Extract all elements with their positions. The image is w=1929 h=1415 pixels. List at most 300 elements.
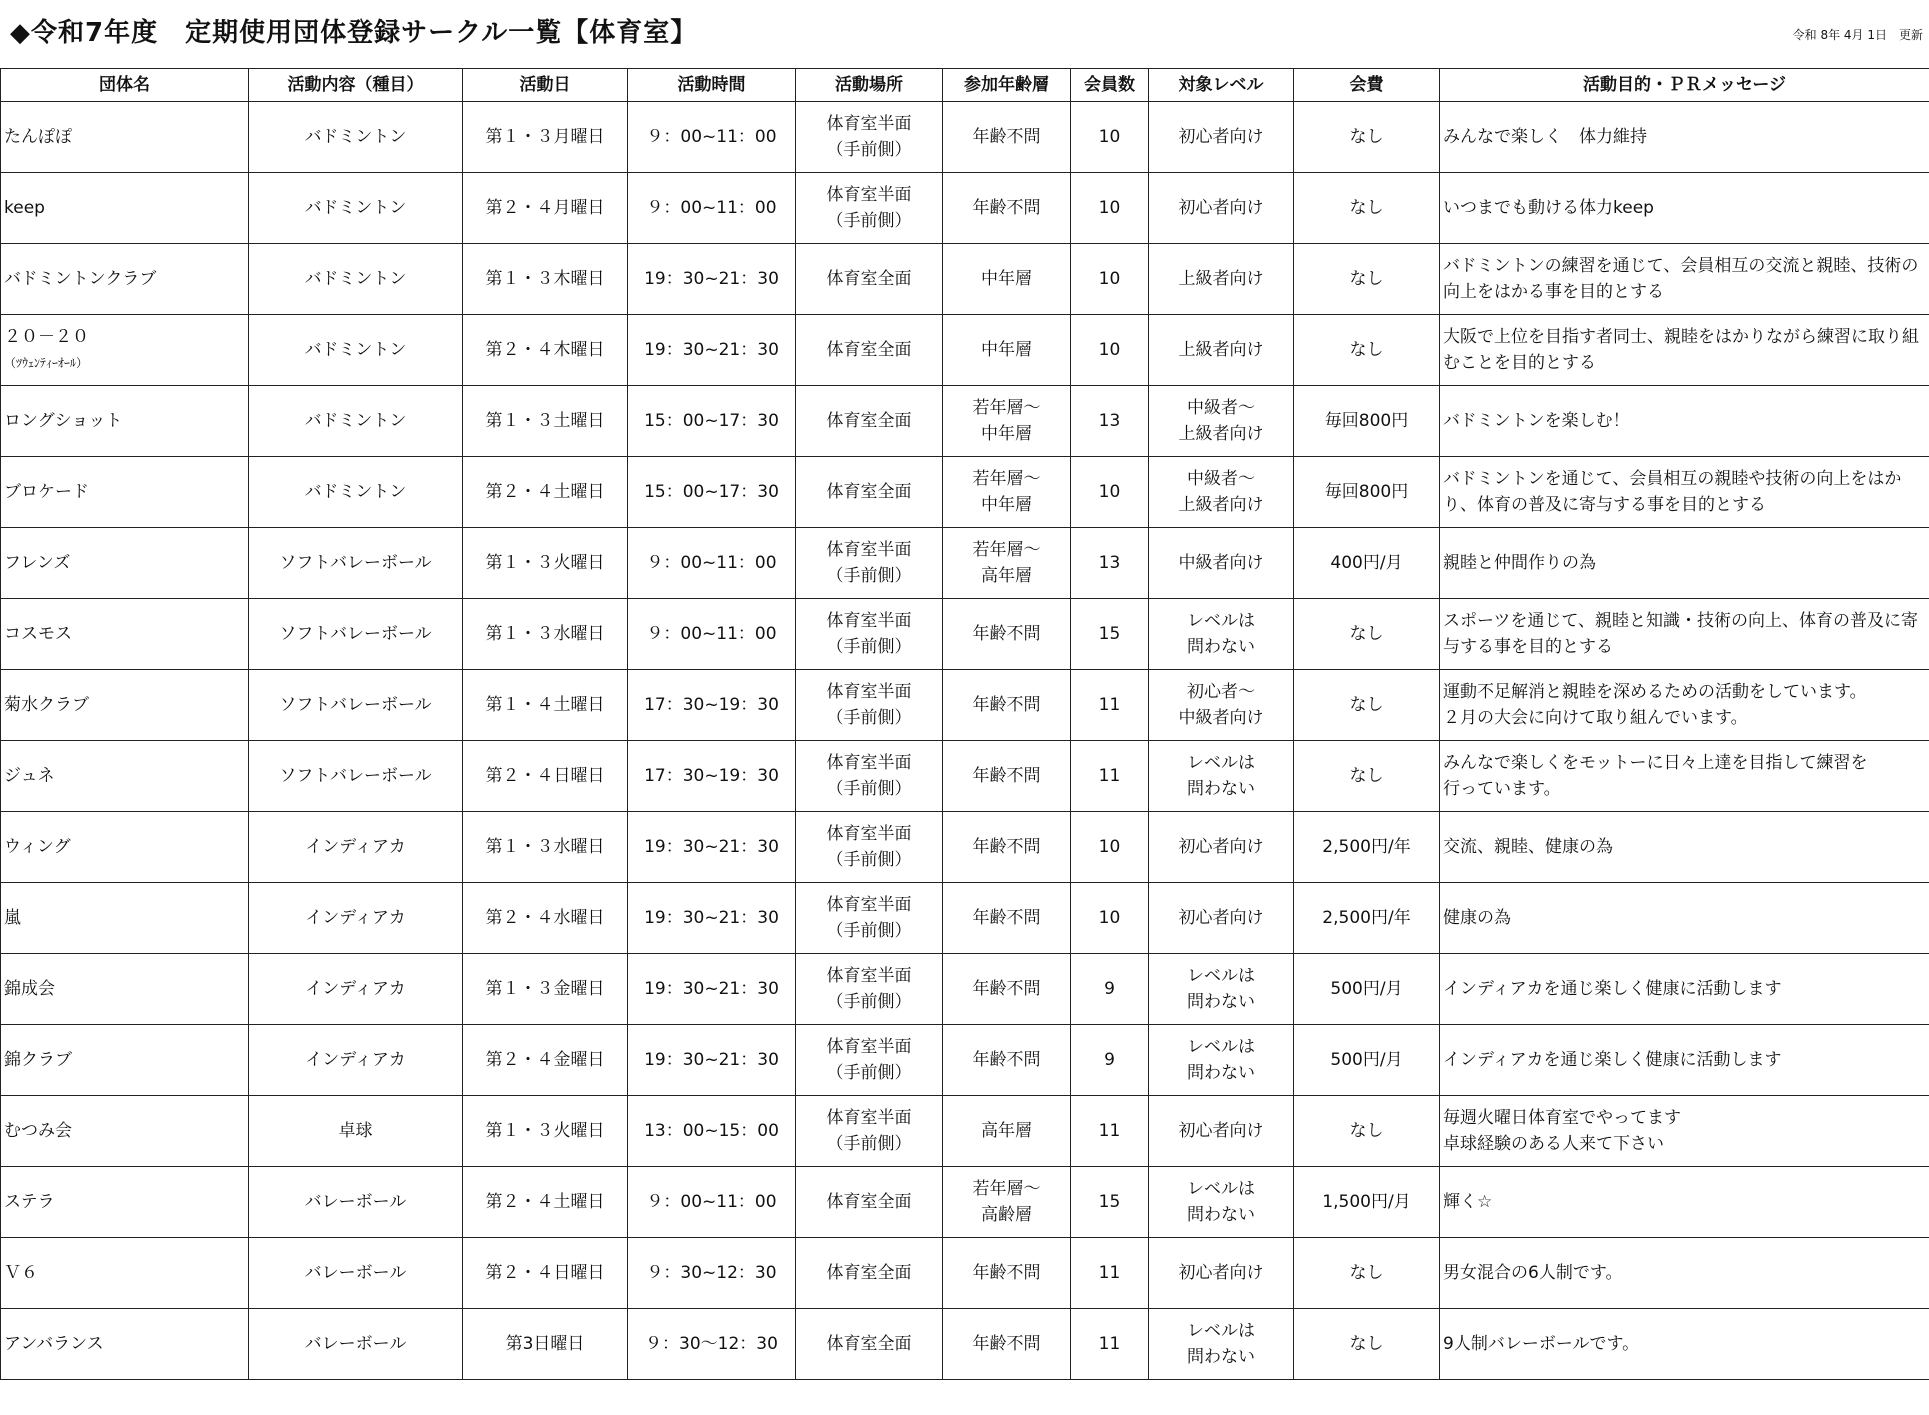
col-name-header: 団体名 (1, 69, 249, 102)
col-place-text: 体育室半面 （手前側） (826, 611, 912, 657)
col-event-text: バレーボール (304, 1192, 407, 1212)
col-name-cell (1, 599, 249, 670)
header-row (1, 69, 1929, 102)
col-event-cell (249, 812, 463, 883)
group-name: 錦成会 (4, 979, 55, 999)
col-members-cell (1071, 1309, 1149, 1380)
col-pr-text: 運動不足解消と親睦を深めるための活動をしています。 ２月の大会に向けて取り組んでいます。 (1443, 682, 1867, 728)
col-time-cell (628, 386, 796, 457)
col-fee-text: なし (1349, 269, 1384, 289)
col-name-cell (1, 244, 249, 315)
col-members-text: 10 (1098, 269, 1121, 289)
col-name-cell (1, 386, 249, 457)
table-body (1, 102, 1929, 1380)
col-name-cell (1, 954, 249, 1025)
col-time-text: ９：00~11：00 (646, 198, 777, 218)
col-members-text: 15 (1098, 624, 1121, 644)
table-row (1, 883, 1929, 954)
col-fee-cell (1294, 1096, 1440, 1167)
col-pr-cell (1440, 1309, 1929, 1380)
col-pr-cell (1440, 1096, 1929, 1167)
col-place-cell (796, 670, 943, 741)
col-fee-text: 500円/月 (1330, 1050, 1403, 1070)
col-level-cell (1149, 954, 1294, 1025)
group-name: ウィング (4, 837, 71, 857)
col-level-text: 初心者向け (1178, 908, 1264, 928)
col-members-cell (1071, 315, 1149, 386)
col-day-text: 第２・４月曜日 (485, 198, 605, 218)
col-pr-cell (1440, 1238, 1929, 1309)
col-day-text: 第１・４土曜日 (485, 695, 605, 715)
table-row (1, 173, 1929, 244)
col-day-cell (463, 244, 628, 315)
col-event-cell (249, 315, 463, 386)
col-time-cell (628, 1167, 796, 1238)
col-age-cell (943, 812, 1071, 883)
table-row (1, 1238, 1929, 1309)
col-members-cell (1071, 741, 1149, 812)
col-time-cell (628, 1096, 796, 1167)
col-pr-cell (1440, 741, 1929, 812)
col-day-text: 第１・３火曜日 (485, 553, 605, 573)
page-title: ◆令和7年度 定期使用団体登録サークル一覧【体育室】 (10, 18, 698, 48)
col-time-cell (628, 102, 796, 173)
col-event-cell (249, 954, 463, 1025)
col-fee-text: 2,500円/年 (1322, 908, 1411, 928)
col-level-header: 対象レベル (1149, 69, 1294, 102)
col-event-cell (249, 386, 463, 457)
col-pr-cell (1440, 954, 1929, 1025)
col-day-text: 第3日曜日 (505, 1334, 585, 1354)
col-age-cell (943, 457, 1071, 528)
table-row (1, 812, 1929, 883)
col-fee-cell (1294, 102, 1440, 173)
col-age-text: 若年層～ 高年層 (972, 540, 1041, 586)
col-members-text: 11 (1098, 695, 1121, 715)
col-level-cell (1149, 1096, 1294, 1167)
col-event-cell (249, 244, 463, 315)
col-time-header: 活動時間 (628, 69, 796, 102)
col-day-header: 活動日 (463, 69, 628, 102)
col-event-cell (249, 173, 463, 244)
col-pr-cell (1440, 1025, 1929, 1096)
col-members-text: 9 (1104, 979, 1115, 999)
col-event-cell (249, 1167, 463, 1238)
col-pr-text: みんなで楽しくをモットーに日々上達を目指して練習を 行っています。 (1443, 753, 1868, 799)
col-pr-text: 大阪で上位を目指す者同士、親睦をはかりながら練習に取り組むことを目的とする (1443, 327, 1919, 373)
col-place-cell (796, 1096, 943, 1167)
table-row (1, 244, 1929, 315)
col-pr-cell (1440, 315, 1929, 386)
col-place-cell (796, 954, 943, 1025)
col-name-cell (1, 102, 249, 173)
col-pr-cell (1440, 386, 1929, 457)
col-age-cell (943, 599, 1071, 670)
col-day-cell (463, 812, 628, 883)
col-day-cell (463, 741, 628, 812)
col-time-text: 19：30~21：30 (644, 837, 779, 857)
col-day-cell (463, 386, 628, 457)
table-row (1, 741, 1929, 812)
col-level-text: 初心者～ 中級者向け (1178, 682, 1264, 728)
col-age-cell (943, 1025, 1071, 1096)
col-day-cell (463, 954, 628, 1025)
col-age-cell (943, 315, 1071, 386)
col-place-cell (796, 1167, 943, 1238)
col-pr-text: バドミントンを通じて、会員相互の親睦や技術の向上をはかり、体育の普及に寄与する事を目的とする (1443, 469, 1902, 515)
col-time-text: 19：30~21：30 (644, 269, 779, 289)
col-event-cell (249, 102, 463, 173)
col-fee-text: なし (1349, 340, 1384, 360)
table-row (1, 315, 1929, 386)
col-age-cell (943, 1167, 1071, 1238)
col-pr-text: みんなで楽しく 体力維持 (1443, 127, 1647, 147)
col-pr-cell (1440, 173, 1929, 244)
col-event-text: バドミントン (304, 340, 407, 360)
col-fee-text: 毎回800円 (1324, 482, 1409, 502)
col-members-cell (1071, 599, 1149, 670)
col-members-text: 13 (1098, 553, 1121, 573)
col-level-text: 上級者向け (1178, 269, 1264, 289)
col-members-text: 13 (1098, 411, 1121, 431)
col-level-cell (1149, 599, 1294, 670)
col-name-cell (1, 1238, 249, 1309)
col-fee-text: 500円/月 (1330, 979, 1403, 999)
col-age-cell (943, 244, 1071, 315)
col-fee-text: なし (1349, 1334, 1384, 1354)
col-day-cell (463, 528, 628, 599)
col-members-text: 15 (1098, 1192, 1121, 1212)
col-age-text: 年齢不問 (972, 198, 1041, 218)
col-level-text: レベルは 問わない (1187, 753, 1255, 799)
col-pr-text: スポーツを通じて、親睦と知識・技術の向上、体育の普及に寄与する事を目的とする (1443, 611, 1918, 657)
col-place-cell (796, 1238, 943, 1309)
col-fee-cell (1294, 528, 1440, 599)
table-row (1, 102, 1929, 173)
group-name: ロングショット (4, 411, 123, 431)
table-row (1, 1167, 1929, 1238)
col-event-cell (249, 457, 463, 528)
col-event-text: インディアカ (305, 1050, 406, 1070)
group-name: ブロケード (4, 482, 89, 502)
col-pr-text: バドミントンの練習を通じて、会員相互の交流と親睦、技術の向上をはかる事を目的とする (1443, 256, 1919, 302)
col-pr-cell (1440, 812, 1929, 883)
col-age-cell (943, 528, 1071, 599)
col-members-cell (1071, 883, 1149, 954)
col-pr-text: 9人制バレーボールです。 (1443, 1334, 1640, 1354)
col-time-cell (628, 812, 796, 883)
col-place-text: 体育室半面 （手前側） (826, 185, 912, 231)
col-pr-header: 活動目的・ＰＲメッセージ (1440, 69, 1929, 102)
col-age-cell (943, 954, 1071, 1025)
col-members-cell (1071, 670, 1149, 741)
col-day-text: 第２・４日曜日 (485, 766, 605, 786)
col-members-cell (1071, 1096, 1149, 1167)
col-pr-cell (1440, 457, 1929, 528)
col-level-text: レベルは 問わない (1187, 611, 1255, 657)
col-level-text: 初心者向け (1178, 198, 1264, 218)
col-place-text: 体育室半面 （手前側） (826, 753, 912, 799)
table-row (1, 599, 1929, 670)
col-age-cell (943, 386, 1071, 457)
col-fee-text: なし (1349, 1121, 1384, 1141)
col-age-cell (943, 102, 1071, 173)
col-place-text: 体育室全面 (826, 1263, 912, 1283)
col-fee-cell (1294, 599, 1440, 670)
col-fee-text: なし (1349, 766, 1384, 786)
col-age-text: 中年層 (981, 340, 1032, 360)
col-fee-header: 会費 (1294, 69, 1440, 102)
col-day-cell (463, 173, 628, 244)
col-event-cell (249, 741, 463, 812)
col-place-cell (796, 1025, 943, 1096)
col-time-text: ９：00~11：00 (646, 624, 777, 644)
group-name: バドミントンクラブ (4, 269, 157, 289)
col-age-text: 年齢不問 (972, 1050, 1041, 1070)
col-members-cell (1071, 102, 1149, 173)
col-name-cell (1, 883, 249, 954)
group-name: コスモス (4, 624, 72, 644)
col-fee-cell (1294, 1309, 1440, 1380)
col-day-text: 第１・３月曜日 (485, 127, 605, 147)
col-members-header: 会員数 (1071, 69, 1149, 102)
col-day-text: 第１・３火曜日 (485, 1121, 605, 1141)
col-time-text: 19：30~21：30 (644, 979, 779, 999)
col-level-cell (1149, 386, 1294, 457)
col-level-cell (1149, 1309, 1294, 1380)
col-age-text: 年齢不問 (972, 624, 1041, 644)
col-event-text: バドミントン (304, 198, 407, 218)
col-place-cell (796, 102, 943, 173)
col-time-cell (628, 741, 796, 812)
col-age-cell (943, 741, 1071, 812)
col-name-cell (1, 812, 249, 883)
col-place-text: 体育室全面 (826, 1334, 912, 1354)
col-members-text: 9 (1104, 1050, 1115, 1070)
col-pr-text: インディアカを通じ楽しく健康に活動します (1443, 979, 1782, 999)
col-event-text: バドミントン (304, 482, 407, 502)
col-members-text: 10 (1098, 908, 1121, 928)
col-age-cell (943, 1309, 1071, 1380)
col-pr-cell (1440, 883, 1929, 954)
col-time-cell (628, 1238, 796, 1309)
col-level-text: 初心者向け (1178, 127, 1264, 147)
group-name-reading: （ﾂｳｪﾝﾃｨｰｵｰﾙ） (4, 356, 89, 370)
col-fee-cell (1294, 173, 1440, 244)
col-fee-text: なし (1349, 624, 1384, 644)
group-name: 菊水クラブ (4, 695, 89, 715)
col-fee-cell (1294, 386, 1440, 457)
col-fee-cell (1294, 1238, 1440, 1309)
col-name-cell (1, 1096, 249, 1167)
col-age-text: 若年層～ 中年層 (972, 469, 1041, 515)
table-row (1, 1309, 1929, 1380)
col-name-cell (1, 528, 249, 599)
col-event-text: バドミントン (304, 411, 407, 431)
col-members-cell (1071, 1167, 1149, 1238)
col-place-header: 活動場所 (796, 69, 943, 102)
col-time-cell (628, 173, 796, 244)
col-age-cell (943, 883, 1071, 954)
col-time-cell (628, 599, 796, 670)
col-time-cell (628, 315, 796, 386)
col-level-text: 初心者向け (1178, 1263, 1264, 1283)
col-time-text: ９：00~11：00 (646, 1192, 777, 1212)
col-pr-cell (1440, 102, 1929, 173)
col-level-cell (1149, 173, 1294, 244)
col-fee-cell (1294, 812, 1440, 883)
col-day-text: 第１・３水曜日 (485, 837, 605, 857)
col-event-cell (249, 1025, 463, 1096)
col-place-cell (796, 386, 943, 457)
col-members-text: 10 (1098, 837, 1121, 857)
col-event-text: バドミントン (304, 127, 407, 147)
col-day-cell (463, 315, 628, 386)
col-place-text: 体育室全面 (826, 482, 912, 502)
col-event-text: ソフトバレーボール (279, 624, 432, 644)
col-level-text: レベルは 問わない (1187, 1037, 1255, 1083)
col-members-text: 10 (1098, 127, 1121, 147)
col-time-text: 19：30~21：30 (644, 908, 779, 928)
col-level-cell (1149, 457, 1294, 528)
col-name-cell (1, 741, 249, 812)
table-row (1, 528, 1929, 599)
col-place-text: 体育室全面 (826, 269, 912, 289)
col-event-cell (249, 599, 463, 670)
col-age-text: 高年層 (981, 1121, 1032, 1141)
table-row (1, 670, 1929, 741)
col-level-cell (1149, 528, 1294, 599)
col-age-text: 年齢不問 (972, 979, 1041, 999)
col-pr-text: 交流、親睦、健康の為 (1443, 837, 1613, 857)
col-time-cell (628, 1025, 796, 1096)
col-time-text: ９：30～12：30 (645, 1334, 778, 1354)
col-fee-text: 400円/月 (1330, 553, 1403, 573)
col-time-cell (628, 528, 796, 599)
col-fee-cell (1294, 741, 1440, 812)
col-level-cell (1149, 1167, 1294, 1238)
col-place-cell (796, 457, 943, 528)
col-event-text: ソフトバレーボール (279, 766, 432, 786)
col-day-cell (463, 1096, 628, 1167)
col-level-cell (1149, 812, 1294, 883)
col-level-text: 中級者～ 上級者向け (1178, 469, 1264, 515)
group-name: 嵐 (4, 908, 21, 928)
col-place-cell (796, 315, 943, 386)
col-level-cell (1149, 741, 1294, 812)
col-pr-text: 毎週火曜日体育室でやってます 卓球経験のある人来て下さい (1443, 1108, 1681, 1154)
col-fee-cell (1294, 1167, 1440, 1238)
col-event-text: インディアカ (305, 908, 406, 928)
col-members-cell (1071, 1238, 1149, 1309)
col-fee-text: なし (1349, 1263, 1384, 1283)
col-time-text: 15：00~17：30 (644, 482, 779, 502)
col-place-text: 体育室全面 (826, 340, 912, 360)
col-time-text: ９：30~12：30 (646, 1263, 777, 1283)
col-name-cell (1, 1309, 249, 1380)
col-day-cell (463, 1167, 628, 1238)
col-members-cell (1071, 1025, 1149, 1096)
col-members-text: 10 (1098, 482, 1121, 502)
col-pr-cell (1440, 599, 1929, 670)
col-pr-text: 男女混合の6人制です。 (1443, 1263, 1623, 1283)
table-row (1, 386, 1929, 457)
col-age-text: 年齢不問 (972, 766, 1041, 786)
col-level-cell (1149, 670, 1294, 741)
col-time-cell (628, 670, 796, 741)
circle-table (0, 68, 1929, 1380)
group-name: ２０－２０ (4, 327, 89, 347)
col-time-text: 15：00~17：30 (644, 411, 779, 431)
col-fee-cell (1294, 883, 1440, 954)
col-members-text: 11 (1098, 1334, 1121, 1354)
col-time-text: 17：30~19：30 (644, 766, 779, 786)
table-row (1, 1096, 1929, 1167)
col-time-cell (628, 954, 796, 1025)
col-age-cell (943, 1096, 1071, 1167)
col-level-text: 上級者向け (1178, 340, 1264, 360)
col-place-text: 体育室半面 （手前側） (826, 1108, 912, 1154)
group-name: Ｖ６ (4, 1263, 38, 1283)
col-day-cell (463, 1025, 628, 1096)
col-fee-cell (1294, 244, 1440, 315)
col-event-cell (249, 1309, 463, 1380)
col-age-text: 年齢不問 (972, 1263, 1041, 1283)
col-fee-text: なし (1349, 127, 1384, 147)
col-day-text: 第２・４土曜日 (485, 1192, 605, 1212)
col-place-text: 体育室半面 （手前側） (826, 682, 912, 728)
col-level-cell (1149, 102, 1294, 173)
col-name-cell (1, 1025, 249, 1096)
col-day-text: 第１・３金曜日 (485, 979, 605, 999)
col-fee-text: なし (1349, 695, 1384, 715)
col-day-cell (463, 1238, 628, 1309)
col-fee-text: 2,500円/年 (1322, 837, 1411, 857)
col-members-cell (1071, 457, 1149, 528)
group-name: keep (4, 198, 45, 218)
col-fee-text: なし (1349, 198, 1384, 218)
col-time-text: ９：00~11：00 (646, 127, 777, 147)
col-level-cell (1149, 244, 1294, 315)
col-place-cell (796, 741, 943, 812)
col-place-cell (796, 173, 943, 244)
col-time-cell (628, 244, 796, 315)
group-name: ステラ (4, 1192, 55, 1212)
col-fee-text: 毎回800円 (1324, 411, 1409, 431)
col-time-text: 13：00~15：00 (644, 1121, 779, 1141)
col-age-text: 年齢不問 (972, 1334, 1041, 1354)
group-name: アンバランス (4, 1334, 104, 1354)
col-level-text: 初心者向け (1178, 1121, 1264, 1141)
col-place-text: 体育室半面 （手前側） (826, 114, 912, 160)
col-place-cell (796, 812, 943, 883)
col-fee-cell (1294, 1025, 1440, 1096)
col-age-cell (943, 173, 1071, 244)
col-level-cell (1149, 315, 1294, 386)
col-event-text: バドミントン (304, 269, 407, 289)
col-age-text: 年齢不問 (972, 837, 1041, 857)
col-fee-cell (1294, 457, 1440, 528)
col-time-text: ９：00~11：00 (646, 553, 777, 573)
col-age-text: 年齢不問 (972, 695, 1041, 715)
col-day-cell (463, 457, 628, 528)
col-time-text: 19：30~21：30 (644, 1050, 779, 1070)
col-place-cell (796, 528, 943, 599)
col-fee-text: 1,500円/月 (1322, 1192, 1411, 1212)
table-row (1, 954, 1929, 1025)
col-time-text: 19：30~21：30 (644, 340, 779, 360)
col-fee-cell (1294, 670, 1440, 741)
